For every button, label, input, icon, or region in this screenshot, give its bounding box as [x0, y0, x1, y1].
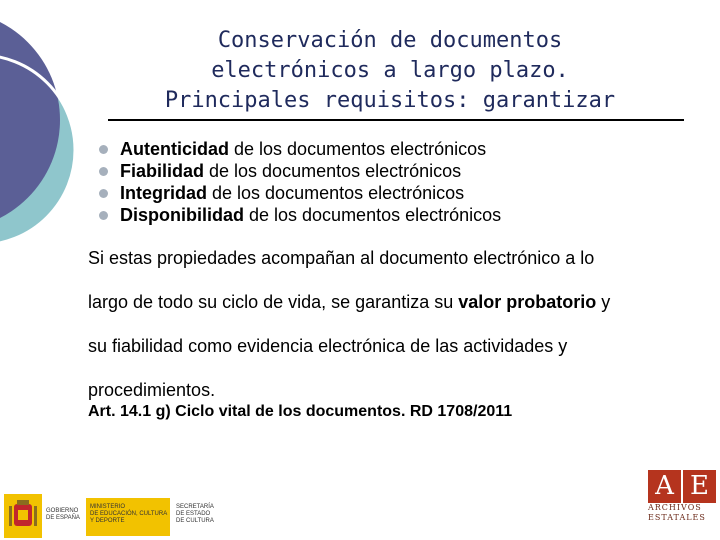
ministerio-line: Y DEPORTE — [90, 518, 125, 524]
requirement-term: Integridad — [120, 183, 208, 203]
secretaria-line: DE ESTADO — [176, 511, 211, 517]
title-line-3: Principales requisitos: garantizar — [164, 88, 616, 113]
ministerio-line: DE EDUCACIÓN, CULTURA — [90, 511, 168, 517]
bullet-dot-icon — [99, 211, 108, 220]
title-line-2: electrónicos a largo plazo. — [211, 58, 569, 83]
logo-letter-a: A — [648, 470, 681, 503]
bullet-dot-icon — [99, 189, 108, 198]
gobierno-line: GOBIERNO — [46, 508, 79, 514]
paragraph-line-1: Si estas propiedades acompañan al documento electrónico a lo — [88, 248, 595, 268]
title-underline — [108, 119, 684, 121]
requirement-text: de los documentos electrónicos — [244, 205, 502, 225]
list-item — [96, 138, 501, 160]
secretaria-line: DE CULTURA — [176, 518, 214, 524]
gobierno-line: DE ESPAÑA — [46, 515, 80, 521]
ministerio-label — [90, 504, 167, 525]
logo-letter-e: E — [683, 470, 716, 503]
archivos-estatales-logo — [648, 470, 718, 536]
paragraph-text: y — [596, 292, 611, 312]
paragraph-line-4: procedimientos. — [88, 380, 216, 400]
paragraph-text: largo de todo su ciclo de vida, se garantiza su — [88, 292, 459, 312]
logo-line-1: ARCHIVOS — [648, 503, 702, 512]
government-footer — [0, 494, 240, 540]
coat-of-arms-icon — [4, 494, 42, 538]
secretaria-label — [176, 504, 214, 525]
bullet-dot-icon — [99, 145, 108, 154]
requirement-term: Fiabilidad — [120, 161, 205, 181]
list-item — [96, 182, 501, 204]
paragraph-line-3: su fiabilidad como evidencia electrónica de las actividades y — [88, 336, 568, 356]
title-line-1: Conservación de documentos — [217, 28, 563, 53]
requirement-text: de los documentos electrónicos — [204, 161, 462, 181]
body-paragraph — [88, 236, 708, 412]
logo-line-2: ESTATALES — [648, 513, 706, 522]
ministerio-line: MINISTERIO — [90, 504, 126, 510]
requirement-term: Autenticidad — [120, 139, 230, 159]
requirement-text: de los documentos electrónicos — [229, 139, 487, 159]
slide-title — [120, 26, 660, 116]
requirement-text: de los documentos electrónicos — [207, 183, 465, 203]
requirement-term: Disponibilidad — [120, 205, 244, 225]
bullet-dot-icon — [99, 167, 108, 176]
requirements-list — [96, 138, 501, 226]
gobierno-label — [46, 508, 80, 522]
list-item — [96, 160, 501, 182]
list-item — [96, 204, 501, 226]
legal-reference: Art. 14.1 g) Ciclo vital de los documentos. RD 1708/2011 — [88, 403, 513, 420]
secretaria-line: SECRETARÍA — [176, 504, 214, 510]
decorative-circles — [0, 0, 90, 300]
paragraph-line-2 — [88, 280, 708, 324]
emphasis-text: valor probatorio — [458, 292, 597, 312]
